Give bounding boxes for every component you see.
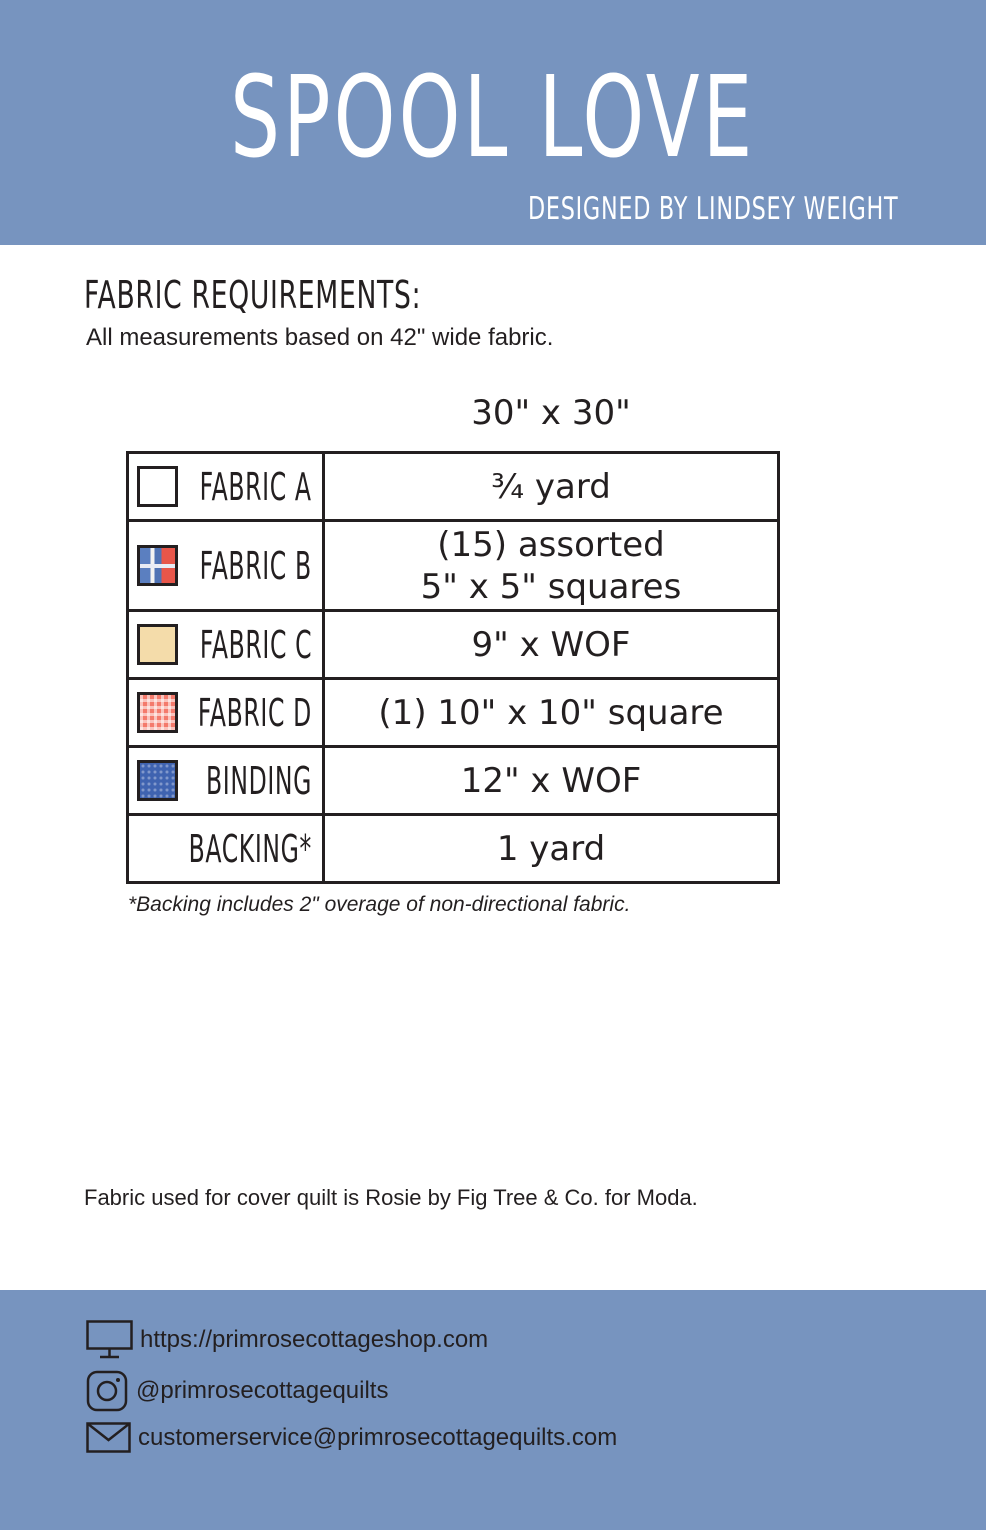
table-row (128, 611, 779, 679)
white-swatch-icon (137, 466, 178, 507)
label-cell (128, 679, 324, 747)
red-gingham-swatch-icon (137, 692, 178, 733)
fabric-requirements-table (126, 451, 780, 884)
website-contact[interactable] (86, 1318, 488, 1362)
fabric-b-label: FABRIC B (199, 543, 312, 588)
fabric-a-value: ¾ yard (324, 453, 779, 521)
email-link[interactable]: customerservice@primrosecottagequilts.com (138, 1424, 618, 1451)
blue-print-swatch-icon (137, 760, 178, 801)
pattern-title: SPOOL LOVE (230, 53, 756, 183)
footer-banner (0, 1290, 986, 1530)
fabric-requirements-heading: FABRIC REQUIREMENTS: (84, 273, 422, 317)
backing-label: BACKING* (188, 826, 312, 871)
binding-value: 12" x WOF (324, 747, 779, 815)
email-contact[interactable] (86, 1416, 617, 1460)
fabric-a-label: FABRIC A (199, 464, 312, 509)
fabric-c-label: FABRIC C (199, 622, 312, 667)
instagram-handle[interactable]: @primrosecottagequilts (136, 1377, 389, 1404)
label-cell (128, 453, 324, 521)
label-cell (128, 747, 324, 815)
quilt-size-label: 30" x 30" (471, 393, 631, 433)
table-row (128, 747, 779, 815)
backing-value: 1 yard (324, 815, 779, 883)
label-cell (128, 815, 324, 883)
envelope-icon (86, 1422, 132, 1454)
table-row (128, 815, 779, 883)
fabric-b-value-line1: (15) assorted (437, 524, 665, 565)
binding-label: BINDING (205, 758, 312, 803)
designer-credit: DESIGNED BY LINDSEY WEIGHT (527, 191, 898, 227)
backing-footnote: *Backing includes 2" overage of non-directional fabric. (128, 893, 631, 916)
label-cell (128, 521, 324, 611)
instagram-contact[interactable] (86, 1369, 388, 1413)
table-row (128, 679, 779, 747)
table-row (128, 453, 779, 521)
label-cell (128, 611, 324, 679)
website-link[interactable]: https://primrosecottageshop.com (140, 1326, 489, 1353)
patchwork-swatch-icon (137, 545, 178, 586)
table-row (128, 521, 779, 611)
fabric-d-value: (1) 10" x 10" square (324, 679, 779, 747)
instagram-icon (86, 1370, 130, 1412)
monitor-icon (86, 1320, 134, 1360)
fabric-d-label: FABRIC D (197, 690, 312, 735)
cream-swatch-icon (137, 624, 178, 665)
fabric-b-value (324, 521, 779, 611)
fabric-c-value: 9" x WOF (324, 611, 779, 679)
measurement-note: All measurements based on 42" wide fabric. (86, 324, 554, 351)
fabric-b-value-line2: 5" x 5" squares (420, 566, 682, 607)
fabric-credit: Fabric used for cover quilt is Rosie by Fig Tree & Co. for Moda. (84, 1185, 698, 1210)
header-banner (0, 0, 986, 245)
